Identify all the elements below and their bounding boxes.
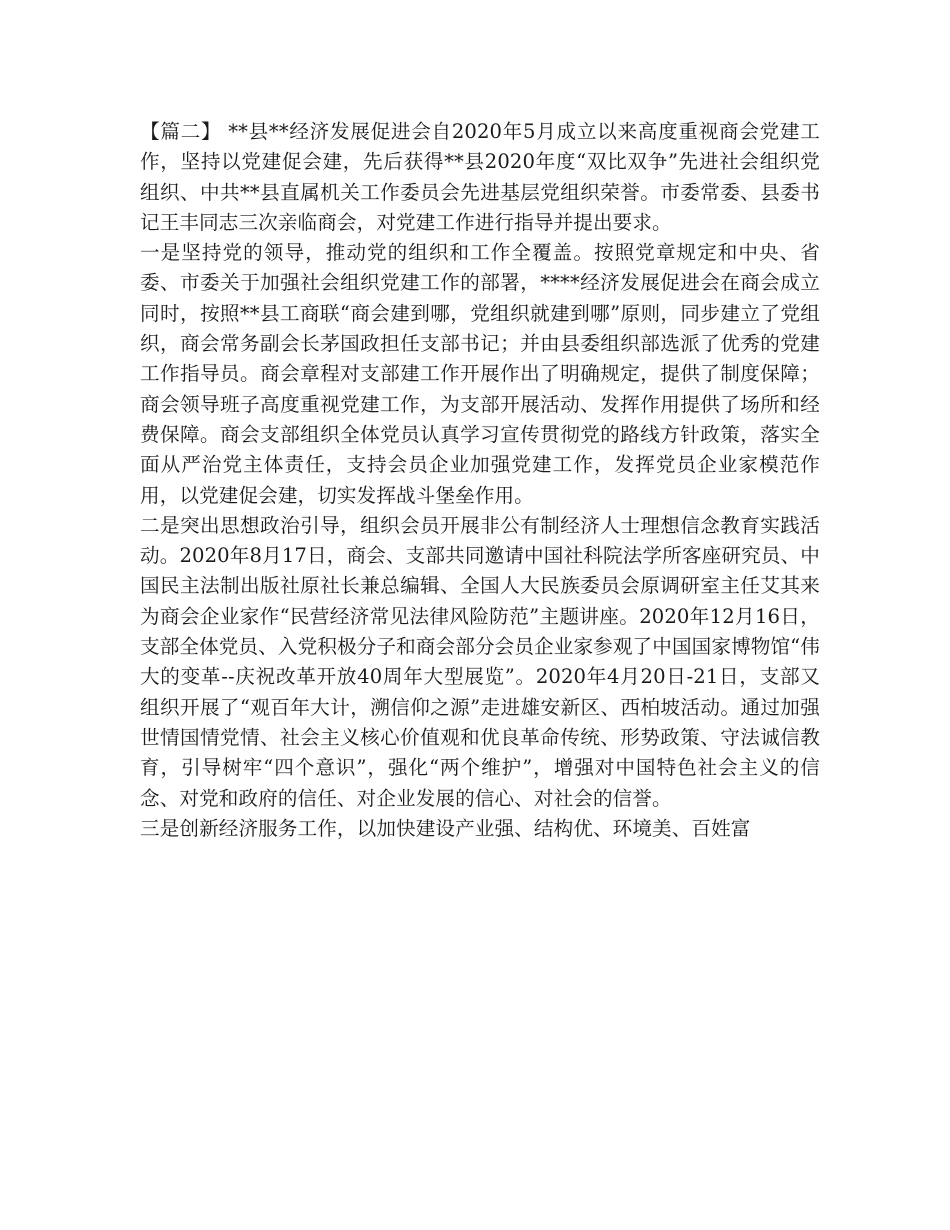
document-page <box>140 117 820 844</box>
paragraph-intro: 【篇二】 **县**经济发展促进会自2020年5月成立以来高度重视商会党建工作，坚持以党建促会建，先后获得**县2020年度“双比双争”先进社会组织党组织、中共**县直属机关工作委员会先进基层党组织荣誉。市委常委、县委书记王丰同志三次亲临商会，对党建工作进行指导并提出要求。 <box>140 120 820 234</box>
paragraph-point-two: 二是突出思想政治引导，组织会员开展非公有制经济人士理想信念教育实践活动。2020年8月17日，商会、支部共同邀请中国社科院法学所客座研究员、中国民主法制出版社原社长兼总编辑、全国人大民族委员会原调研室主任艾其来为商会企业家作“民营经济常见法律风险防范”主题讲座。2020年12月16日，支部全体党员、入党积极分子和商会部分会员企业家参观了中国国家博物馆“伟大的变革--庆祝改革开放40周年大型展览”。2020年4月20日-21日，支部又组织开展了“观百年大计，溯信仰之源”走进雄安新区、西柏坡活动。通过加强世情国情党情、社会主义核心价值观和优良革命传统、形势政策、守法诚信教育，引导树牢“四个意识”，强化“两个维护”，增强对中国特色社会主义的信念、对党和政府的信任、对企业发展的信心、对社会的信誉。 <box>140 513 820 810</box>
paragraph-point-three: 三是创新经济服务工作，以加快建设产业强、结构优、环境美、百姓富 <box>140 816 751 840</box>
paragraph-point-one: 一是坚持党的领导，推动党的组织和工作全覆盖。按照党章规定和中央、省委、市委关于加强社会组织党建工作的部署，****经济发展促进会在商会成立同时，按照**县工商联“商会建到哪，党组织就建到哪”原则，同步建立了党组织，商会常务副会长茅国政担任支部书记；并由县委组织部选派了优秀的党建工作指导员。商会章程对支部建工作开展作出了明确规定，提供了制度保障；商会领导班子高度重视党建工作，为支部开展活动、发挥作用提供了场所和经费保障。商会支部组织全体党员认真学习宣传贯彻党的路线方针政策，落实全面从严治党主体责任，支持会员企业加强党建工作，发挥党员企业家模范作用，以党建促会建，切实发挥战斗堡垒作用。 <box>140 241 820 507</box>
